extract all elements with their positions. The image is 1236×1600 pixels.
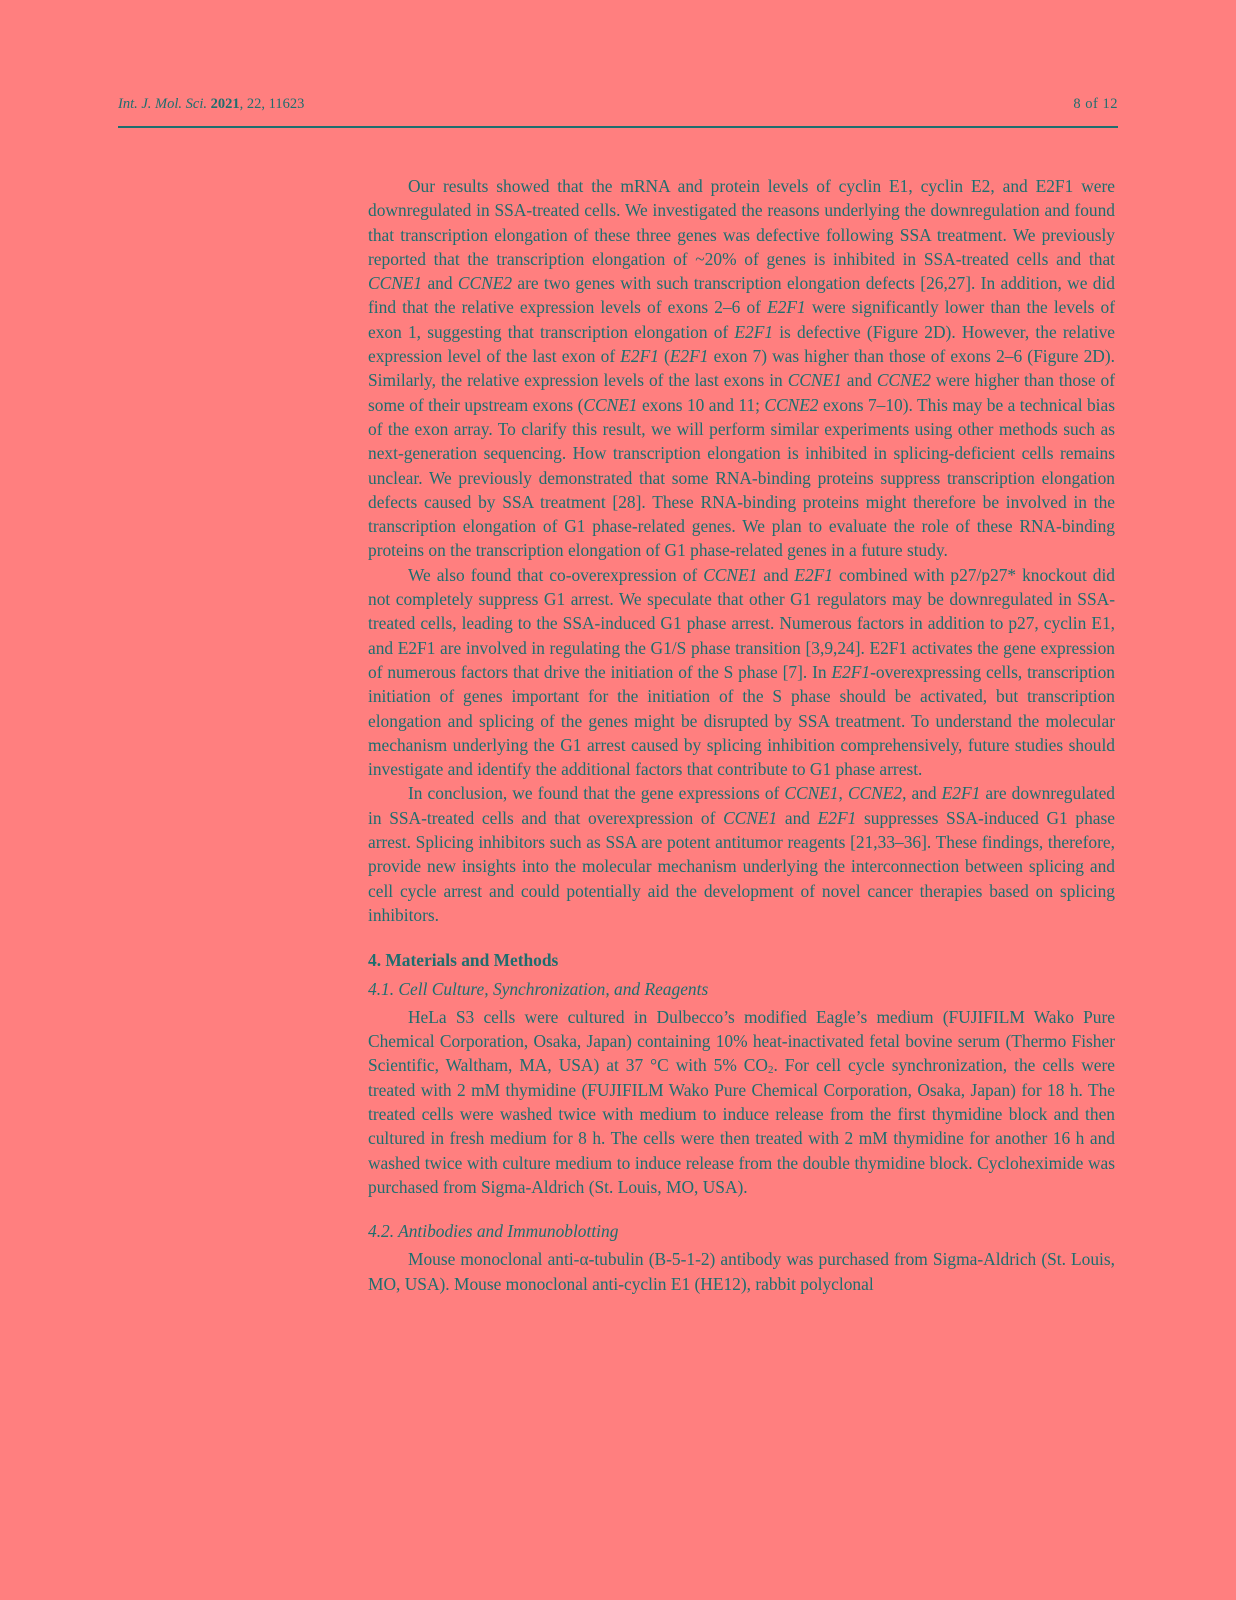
paragraph-conclusion: [368, 781, 1115, 927]
journal-year: 2021: [210, 96, 240, 112]
gene-name-italic: CCNE2: [847, 783, 903, 804]
text-run: Our results showed that the mRNA and protein levels of cyclin E1, cyclin E2, and E2F1 were downregulated in SSA-treated cells. We investigated the reasons underlying the downregulation and found that transcription elongation of these three genes was defective following SSA treatment. We previously reported that the transcription elongation of ~20% of genes is inhibited in SSA-treated cells and that: [368, 176, 1115, 269]
gene-name-italic: E2F1: [669, 346, 709, 367]
header-rule: [118, 126, 1118, 128]
text-run: -overexpressing cells, transcription initiation of genes important for the initiation of the S phase should be activated, but transcription elongation and splicing of the genes might be disrupted by SSA treatment. To understand the molecular mechanism underlying the G1 arrest caused by splicing inhibition comprehensively, future studies should investigate and identify the additional factors that contribute to G1 phase arrest.: [368, 661, 1115, 780]
text-run: (: [658, 346, 670, 367]
paragraph-discussion-2: [368, 563, 1115, 782]
journal-citation: [118, 96, 304, 113]
gene-name-italic: E2F1: [831, 661, 871, 682]
text-run: suppresses SSA-induced G1 phase arrest. Splicing inhibitors such as SSA are potent antitumor reagents [21,33–36]. These findings, therefore, provide new insights into the molecular mechanism underlying the interconnection between splicing and cell cycle arrest and could potentially aid the development of novel cancer therapies based on splicing inhibitors.: [368, 807, 1115, 925]
journal-volume-article: , 22, 11623: [239, 96, 305, 112]
subsection-heading-cell-culture: 4.1. Cell Culture, Synchronization, and Reagents: [368, 978, 709, 999]
journal-name: Int. J. Mol. Sci.: [118, 96, 207, 112]
text-run: and: [841, 370, 877, 391]
gene-name-italic: CCNE2: [764, 394, 819, 415]
gene-name-italic: E2F1: [767, 297, 806, 318]
running-header: [118, 96, 1118, 118]
gene-name-italic: E2F1: [941, 783, 981, 804]
gene-name-italic: E2F1: [794, 564, 833, 585]
text-run: . For cell cycle synchronization, the cells were treated with 2 mM thymidine (FUJIFILM Wako Pure Chemical Corporation, Osaka, Japan) for 18 h. The treated cells were washed twice with medium to induce release from the first thymidine block and then cultured in fresh medium for 8 h. The cells were then treated with 2 mM thymidine for another 16 h and washed twice with culture medium to induce release from the double thymidine block. Cycloheximide was purchased from Sigma-Aldrich (St. Louis, MO, USA).: [368, 1055, 1115, 1197]
text-run: are downregulated in SSA-treated cells and that overexpression of: [368, 783, 1115, 828]
text-run: We also found that co-overexpression of: [408, 564, 704, 585]
subsection-heading-antibodies: 4.2. Antibodies and Immunoblotting: [368, 1221, 619, 1242]
subscript: 2: [767, 1064, 774, 1077]
gene-name-italic: CCNE1: [787, 370, 842, 391]
text-run: were significantly lower than the levels of exon 1, suggesting that transcription elongation of: [368, 297, 1115, 342]
text-run: and: [777, 807, 818, 828]
gene-name-italic: CCNE1: [583, 394, 638, 415]
text-run: and: [757, 564, 795, 585]
page-number: 8 of 12: [1073, 96, 1118, 112]
text-run: exons 7–10). This may be a technical bias of the exon array. To clarify this result, we will perform similar experiments using other methods such as next-generation sequencing. How transcription elongation is inhibited in splicing-deficient cells remains unclear. We previously demonstrated that some RNA-binding proteins suppress transcription elongation defects caused by SSA treatment [28]. These RNA-binding proteins might therefore be involved in the transcription elongation of G1 phase-related genes. We plan to evaluate the role of these RNA-binding proteins on the transcription elongation of G1 phase-related genes in a future study.: [368, 394, 1115, 561]
text-run: HeLa S3 cells were cultured in Dulbecco’s modified Eagle’s medium (FUJIFILM Wako Pure Chemical Corporation, Osaka, Japan) containing 10% heat-inactivated fetal bovine serum (Thermo Fisher Scientific, Waltham, MA, USA) at 37 °C with 5% CO: [368, 1006, 1115, 1076]
text-run: Mouse monoclonal anti-α-tubulin (B-5-1-2) antibody was purchased from Sigma-Aldrich (St. Louis, MO, USA). Mouse monoclonal anti-cyclin E1 (HE12), rabbit polyclonal: [368, 1249, 1115, 1294]
gene-name-italic: E2F1: [817, 807, 857, 828]
text-run: , and: [902, 783, 942, 804]
gene-name-italic: E2F1: [620, 346, 659, 367]
text-run: are two genes with such transcription elongation defects [26,27]. In addition, we did find that the relative expression levels of exons 2–6 of: [368, 273, 1115, 318]
text-run: combined with p27/p27* knockout did not completely suppress G1 arrest. We speculate that other G1 regulators may be downregulated in SSA-treated cells, leading to the SSA-induced G1 phase arrest. Numerous factors in addition to p27, cyclin E1, and E2F1 are involved in regulating the G1/S phase transition [3,9,24]. E2F1 activates the gene expression of numerous factors that drive the initiation of the S phase [7]. In: [368, 564, 1115, 682]
text-run: were higher than those of some of their upstream exons (: [368, 370, 1116, 415]
section-heading-materials-methods: 4. Materials and Methods: [368, 950, 559, 971]
paragraph-antibodies: [368, 1247, 1115, 1296]
gene-name-italic: CCNE1: [784, 783, 839, 804]
gene-name-italic: CCNE1: [368, 273, 423, 294]
text-run: exon 7) was higher than those of exons 2–6 (Figure 2D). Similarly, the relative expression levels of the last exons in: [368, 346, 1116, 391]
text-run: exons 10 and 11;: [637, 394, 765, 415]
paragraph-discussion-1: [368, 174, 1115, 563]
gene-name-italic: CCNE1: [723, 807, 778, 828]
gene-name-italic: CCNE2: [876, 370, 931, 391]
paragraph-cell-culture: [368, 1005, 1115, 1199]
main-text: [368, 174, 1115, 1296]
text-run: is defective (Figure 2D). However, the relative expression level of the last exon of: [368, 321, 1115, 367]
gene-name-italic: CCNE1: [703, 564, 758, 585]
text-run: ,: [838, 783, 848, 804]
gene-name-italic: CCNE2: [457, 273, 513, 294]
gene-name-italic: E2F1: [734, 321, 774, 342]
text-run: and: [422, 273, 458, 294]
text-run: In conclusion, we found that the gene expressions of: [408, 783, 785, 804]
